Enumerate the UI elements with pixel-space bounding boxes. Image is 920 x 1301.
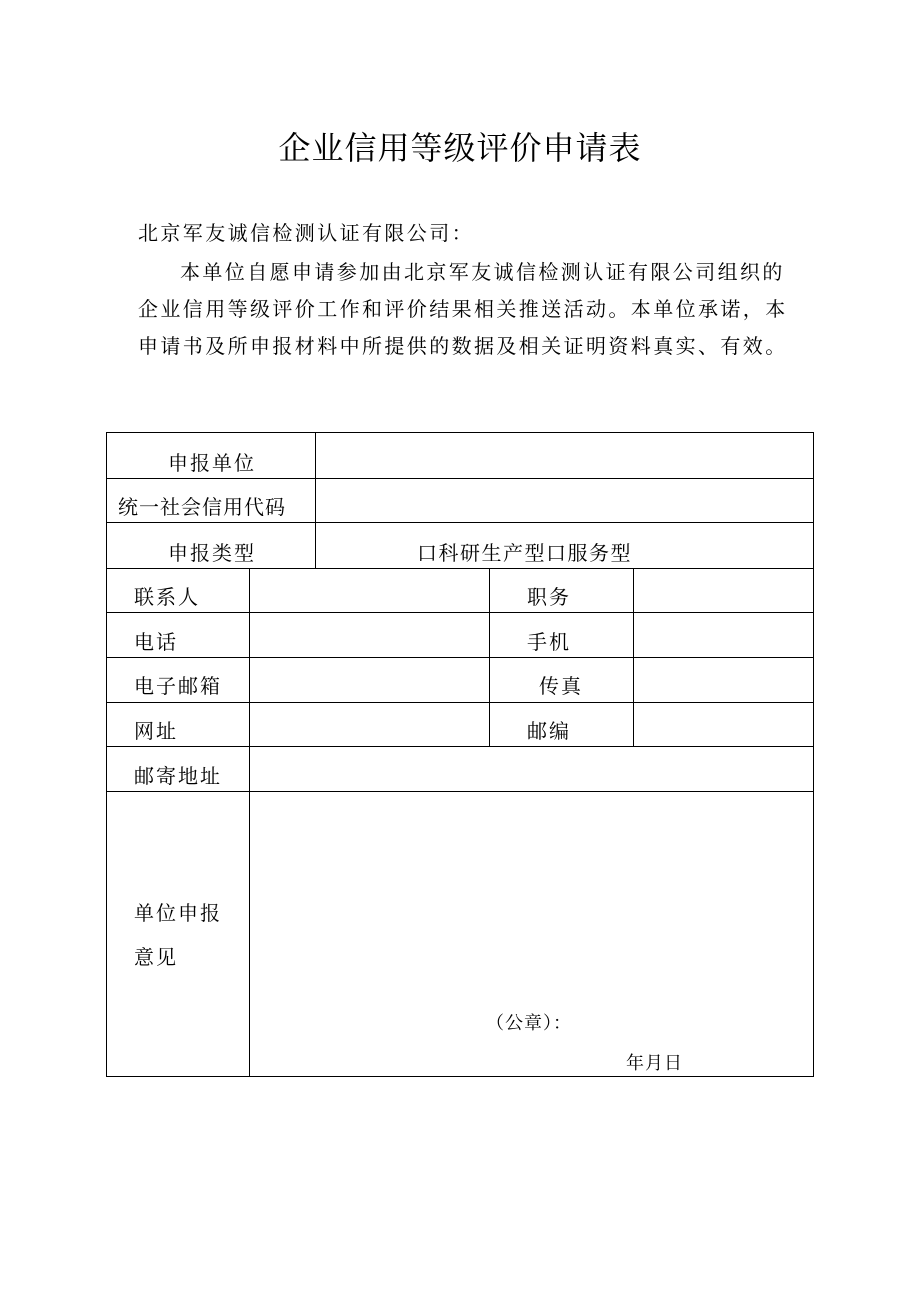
mobile-label: 手机: [527, 630, 571, 654]
page-title: 企业信用等级评价申请表: [278, 129, 642, 167]
contact-field[interactable]: [251, 569, 488, 611]
unit-field[interactable]: [317, 433, 812, 477]
addressee: 北京军友诚信检测认证有限公司：: [138, 221, 474, 245]
fax-field[interactable]: [635, 658, 812, 701]
phone-field[interactable]: [251, 613, 488, 656]
postcode-label: 邮编: [527, 719, 571, 743]
position-field[interactable]: [635, 569, 812, 611]
column-divider: [633, 568, 634, 747]
unit-label: 申报单位: [168, 451, 256, 475]
column-divider: [249, 568, 250, 1076]
column-divider: [489, 568, 490, 747]
column-divider: [315, 432, 316, 568]
body-paragraph-line-2: 企业信用等级评价工作和评价结果相关推送活动。本单位承诺，本: [138, 297, 788, 321]
date-label: 年月日: [626, 1053, 683, 1074]
email-field[interactable]: [251, 658, 488, 701]
body-paragraph-line-1: 本单位自愿申请参加由北京军友诚信检测认证有限公司组织的: [180, 260, 785, 284]
seal-label: （公章）：: [486, 1013, 572, 1034]
type-options[interactable]: 口科研生产型口服务型: [417, 541, 632, 565]
postcode-field[interactable]: [635, 703, 812, 745]
address-label: 邮寄地址: [134, 764, 222, 788]
fax-label: 传真: [539, 674, 583, 698]
phone-label: 电话: [134, 630, 178, 654]
website-field[interactable]: [251, 703, 488, 745]
application-form-table: [106, 432, 814, 1077]
mobile-field[interactable]: [635, 613, 812, 656]
type-label: 申报类型: [168, 541, 256, 565]
body-paragraph-line-3: 申请书及所申报材料中所提供的数据及相关证明资料真实、有效。: [138, 334, 788, 358]
row-divider: [106, 522, 814, 523]
address-field[interactable]: [251, 747, 812, 790]
credit-code-field[interactable]: [317, 479, 812, 521]
contact-label: 联系人: [134, 585, 200, 609]
position-label: 职务: [527, 585, 571, 609]
credit-code-label: 统一社会信用代码: [118, 495, 286, 519]
opinion-label: 单位申报意见: [134, 901, 222, 969]
email-label: 电子邮箱: [134, 674, 222, 698]
website-label: 网址: [134, 719, 178, 743]
